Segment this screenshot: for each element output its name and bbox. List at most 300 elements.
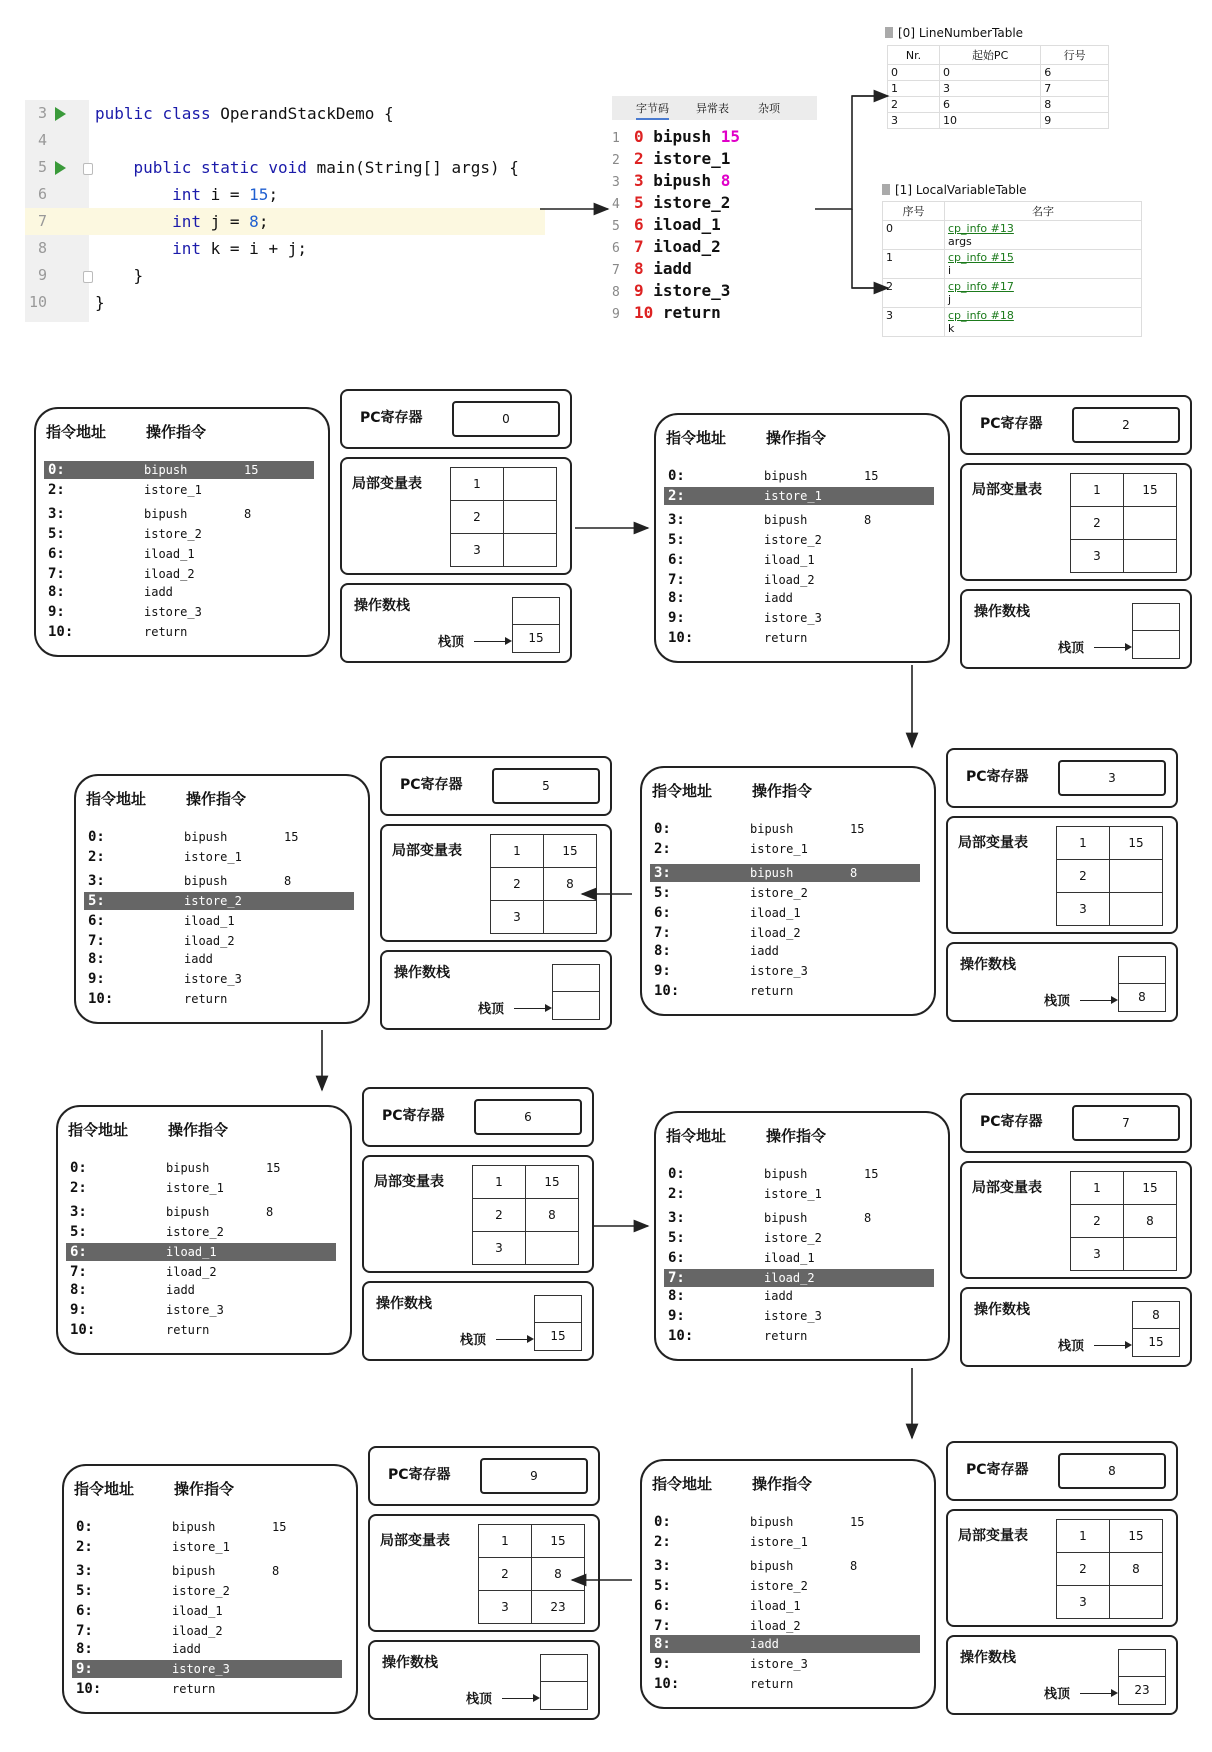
instruction-address: 10: bbox=[654, 1676, 680, 1692]
instruction-op-header: 操作指令 bbox=[752, 782, 813, 800]
table-header: Nr. bbox=[888, 46, 940, 65]
instruction-address-header: 指令地址 bbox=[652, 782, 713, 800]
instruction-address: 8: bbox=[654, 1636, 671, 1652]
instruction-opcode: istore_3 bbox=[750, 964, 808, 978]
stack-top-label: 栈顶 bbox=[1058, 1339, 1085, 1354]
instruction-opcode: istore_3 bbox=[172, 1662, 230, 1676]
instruction-address: 9: bbox=[654, 1656, 671, 1672]
table-header: 序号 bbox=[883, 202, 945, 221]
code-text[interactable]: } bbox=[133, 266, 144, 285]
pc-register-label: PC寄存器 bbox=[382, 1108, 445, 1124]
instruction-operand: 8 bbox=[244, 507, 252, 521]
slot-index: 2 bbox=[1057, 860, 1110, 893]
instruction-address: 10: bbox=[654, 983, 680, 999]
instruction-operand: 15 bbox=[284, 830, 299, 844]
cp-info-link[interactable]: cp_info #17 bbox=[948, 280, 1014, 293]
slot-index: 3 bbox=[479, 1591, 532, 1624]
slot-value: 23 bbox=[532, 1591, 585, 1624]
bytecode-opcode: istore_1 bbox=[643, 149, 731, 168]
operand-stack-label: 操作数栈 bbox=[974, 604, 1030, 620]
stack-top-label: 栈顶 bbox=[438, 635, 465, 650]
instruction-address: 7: bbox=[88, 933, 105, 949]
instruction-address-header: 指令地址 bbox=[666, 1127, 727, 1145]
pc-register-label: PC寄存器 bbox=[388, 1467, 451, 1483]
code-text[interactable]: } bbox=[95, 293, 105, 312]
instruction-opcode: iload_2 bbox=[750, 926, 801, 940]
slot-index: 3 bbox=[1071, 540, 1124, 573]
instruction-opcode: return bbox=[172, 1682, 216, 1696]
instruction-address: 9: bbox=[48, 604, 65, 620]
line-number: 10 bbox=[28, 293, 47, 311]
slot-value: 8 bbox=[1110, 1553, 1163, 1586]
instruction-address: 2: bbox=[654, 1534, 671, 1550]
instruction-opcode: istore_3 bbox=[166, 1303, 224, 1317]
bytecode-line-number: 9 bbox=[612, 307, 620, 322]
instruction-address: 10: bbox=[88, 991, 114, 1007]
instruction-op-header: 操作指令 bbox=[146, 423, 207, 441]
instruction-operand: 15 bbox=[244, 463, 259, 477]
instruction-address: 5: bbox=[48, 526, 65, 542]
line-number: 3 bbox=[37, 104, 47, 122]
operand-stack-label: 操作数栈 bbox=[394, 965, 450, 981]
instruction-address: 6: bbox=[48, 546, 65, 562]
table-cell: 10 bbox=[939, 113, 1040, 129]
instruction-opcode: iadd bbox=[764, 591, 793, 605]
instruction-operand: 15 bbox=[850, 822, 865, 836]
instruction-opcode: iload_1 bbox=[172, 1604, 223, 1618]
instruction-address: 6: bbox=[654, 905, 671, 921]
table-header: 起始PC bbox=[939, 46, 1040, 65]
code-text[interactable]: int j = 8; bbox=[172, 212, 269, 231]
pc-register-value: 5 bbox=[492, 768, 600, 804]
cp-info-link[interactable]: cp_info #13 bbox=[948, 222, 1014, 235]
slot-index: 3 bbox=[473, 1232, 526, 1265]
instruction-address: 7: bbox=[668, 572, 685, 588]
instruction-address: 0: bbox=[76, 1519, 93, 1535]
instruction-op-header: 操作指令 bbox=[766, 1127, 827, 1145]
instruction-address: 2: bbox=[668, 488, 685, 504]
instruction-address: 10: bbox=[668, 630, 694, 646]
line-number: 6 bbox=[37, 185, 47, 203]
instruction-opcode: bipush bbox=[144, 507, 188, 521]
instruction-opcode: iadd bbox=[172, 1642, 201, 1656]
instruction-opcode: istore_1 bbox=[184, 850, 242, 864]
bytecode-opcode: istore_3 bbox=[643, 281, 731, 300]
slot-index: 1 bbox=[491, 835, 544, 868]
instruction-opcode: istore_3 bbox=[184, 972, 242, 986]
line-number: 5 bbox=[37, 158, 47, 176]
instruction-opcode: iload_1 bbox=[144, 547, 195, 561]
instruction-operand: 15 bbox=[266, 1161, 281, 1175]
instruction-address: 10: bbox=[668, 1328, 694, 1344]
instruction-address: 10: bbox=[48, 624, 74, 640]
table-cell: 0 bbox=[883, 221, 945, 250]
bytecode-address: 7 bbox=[634, 237, 644, 256]
instruction-address: 2: bbox=[76, 1539, 93, 1555]
code-text[interactable]: int k = i + j; bbox=[172, 239, 308, 258]
instruction-op-header: 操作指令 bbox=[752, 1475, 813, 1493]
instruction-opcode: iload_1 bbox=[166, 1245, 217, 1259]
instruction-address: 2: bbox=[668, 1186, 685, 1202]
bytecode-line-number: 2 bbox=[612, 153, 620, 168]
bytecode-opcode: bipush bbox=[643, 171, 712, 190]
slot-index: 3 bbox=[1057, 1586, 1110, 1619]
instruction-opcode: iload_2 bbox=[764, 573, 815, 587]
instruction-operand: 8 bbox=[272, 1564, 280, 1578]
bytecode-line-number: 6 bbox=[612, 241, 620, 256]
instruction-opcode: iadd bbox=[764, 1289, 793, 1303]
operand-stack-label: 操作数栈 bbox=[354, 598, 410, 614]
instruction-opcode: istore_1 bbox=[750, 842, 808, 856]
instruction-opcode: bipush bbox=[172, 1520, 216, 1534]
instruction-opcode: istore_2 bbox=[166, 1225, 224, 1239]
instruction-address-header: 指令地址 bbox=[74, 1480, 135, 1498]
instruction-address-header: 指令地址 bbox=[46, 423, 107, 441]
bytecode-opcode: bipush bbox=[643, 127, 712, 146]
instruction-address: 6: bbox=[654, 1598, 671, 1614]
instruction-op-header: 操作指令 bbox=[766, 429, 827, 447]
instruction-address: 3: bbox=[88, 873, 105, 889]
table-cell: 9 bbox=[1041, 113, 1109, 129]
instruction-address: 0: bbox=[668, 1166, 685, 1182]
instruction-opcode: iload_1 bbox=[750, 906, 801, 920]
instruction-opcode: iload_2 bbox=[750, 1619, 801, 1633]
bytecode-address: 2 bbox=[634, 149, 644, 168]
operand-stack-label: 操作数栈 bbox=[960, 1650, 1016, 1666]
instruction-opcode: return bbox=[184, 992, 228, 1006]
instruction-address: 9: bbox=[668, 1308, 685, 1324]
instruction-address: 0: bbox=[88, 829, 105, 845]
instruction-opcode: return bbox=[166, 1323, 210, 1337]
instruction-address: 9: bbox=[76, 1661, 93, 1677]
table-cell: 1 bbox=[888, 81, 940, 97]
bytecode-opcode: istore_2 bbox=[643, 193, 731, 212]
slot-value: 15 bbox=[1124, 1172, 1177, 1205]
pc-register-label: PC寄存器 bbox=[966, 1462, 1029, 1478]
instruction-opcode: bipush bbox=[750, 1559, 794, 1573]
instruction-address: 5: bbox=[76, 1583, 93, 1599]
pc-register-value: 3 bbox=[1058, 760, 1166, 796]
code-text[interactable]: public static void main(String[] args) { bbox=[133, 158, 519, 177]
bytecode-line-number: 4 bbox=[612, 197, 620, 212]
instruction-address: 6: bbox=[88, 913, 105, 929]
instruction-opcode: istore_3 bbox=[764, 611, 822, 625]
bytecode-address: 5 bbox=[634, 193, 644, 212]
instruction-address: 3: bbox=[668, 512, 685, 528]
instruction-address: 0: bbox=[654, 821, 671, 837]
instruction-op-header: 操作指令 bbox=[186, 790, 247, 808]
bytecode-address: 9 bbox=[634, 281, 644, 300]
bytecode-line-number: 5 bbox=[612, 219, 620, 234]
variable-name: i bbox=[948, 264, 952, 277]
instruction-opcode: iload_1 bbox=[750, 1599, 801, 1613]
slot-index: 1 bbox=[451, 468, 504, 501]
pc-register-label: PC寄存器 bbox=[980, 416, 1043, 432]
slot-value: 15 bbox=[1124, 474, 1177, 507]
stack-slot: 8 bbox=[1118, 984, 1166, 1012]
instruction-address: 7: bbox=[76, 1623, 93, 1639]
local-variable-table-label: 局部变量表 bbox=[352, 476, 422, 492]
instruction-address: 7: bbox=[48, 566, 65, 582]
cp-info-link[interactable]: cp_info #18 bbox=[948, 309, 1014, 322]
instruction-address: 9: bbox=[654, 963, 671, 979]
bytecode-address: 8 bbox=[634, 259, 644, 278]
instruction-address-header: 指令地址 bbox=[652, 1475, 713, 1493]
table-cell: 3 bbox=[883, 308, 945, 337]
instruction-operand: 8 bbox=[284, 874, 292, 888]
instruction-opcode: bipush bbox=[764, 1167, 808, 1181]
instruction-opcode: istore_1 bbox=[764, 1187, 822, 1201]
instruction-address: 2: bbox=[88, 849, 105, 865]
instruction-address: 6: bbox=[668, 552, 685, 568]
tab-bytecode[interactable]: 字节码 bbox=[636, 100, 669, 120]
instruction-opcode: istore_2 bbox=[750, 886, 808, 900]
slot-value: 15 bbox=[1110, 1520, 1163, 1553]
slot-index: 2 bbox=[1057, 1553, 1110, 1586]
instruction-address: 3: bbox=[70, 1204, 87, 1220]
table-cell: 6 bbox=[939, 97, 1040, 113]
instruction-opcode: istore_2 bbox=[764, 1231, 822, 1245]
instruction-opcode: bipush bbox=[750, 866, 794, 880]
line-number: 4 bbox=[37, 131, 47, 149]
instruction-address: 6: bbox=[668, 1250, 685, 1266]
pc-register-value: 7 bbox=[1072, 1105, 1180, 1141]
instruction-address: 0: bbox=[668, 468, 685, 484]
slot-value: 15 bbox=[526, 1166, 579, 1199]
slot-index: 1 bbox=[479, 1525, 532, 1558]
table-cell: 6 bbox=[1041, 65, 1109, 81]
instruction-address: 3: bbox=[668, 1210, 685, 1226]
instruction-address: 9: bbox=[70, 1302, 87, 1318]
bytecode-operand: 15 bbox=[711, 127, 740, 146]
pc-register-label: PC寄存器 bbox=[966, 769, 1029, 785]
instruction-opcode: bipush bbox=[172, 1564, 216, 1578]
instruction-opcode: istore_1 bbox=[750, 1535, 808, 1549]
instruction-op-header: 操作指令 bbox=[168, 1121, 229, 1139]
line-number: 7 bbox=[37, 212, 47, 230]
slot-index: 1 bbox=[473, 1166, 526, 1199]
bytecode-opcode: return bbox=[653, 303, 721, 322]
code-text[interactable]: int i = 15; bbox=[172, 185, 279, 204]
table-header: 行号 bbox=[1041, 46, 1109, 65]
instruction-operand: 15 bbox=[850, 1515, 865, 1529]
bytecode-opcode: iload_2 bbox=[643, 237, 721, 256]
table-cell: 3 bbox=[939, 81, 1040, 97]
pc-register-value: 6 bbox=[474, 1099, 582, 1135]
slot-index: 2 bbox=[451, 501, 504, 534]
slot-index: 2 bbox=[1071, 1205, 1124, 1238]
table-cell: 2 bbox=[888, 97, 940, 113]
line-number: 9 bbox=[37, 266, 47, 284]
stack-top-label: 栈顶 bbox=[478, 1002, 505, 1017]
stack-slot: 23 bbox=[1118, 1677, 1166, 1705]
instruction-opcode: iadd bbox=[184, 952, 213, 966]
instruction-operand: 8 bbox=[850, 1559, 858, 1573]
instruction-opcode: istore_1 bbox=[144, 483, 202, 497]
slot-value: 8 bbox=[1124, 1205, 1177, 1238]
instruction-opcode: return bbox=[764, 1329, 808, 1343]
instruction-address: 0: bbox=[70, 1160, 87, 1176]
instruction-address: 8: bbox=[668, 1288, 685, 1304]
code-text[interactable]: public class OperandStackDemo { bbox=[95, 104, 394, 123]
slot-index: 1 bbox=[1057, 1520, 1110, 1553]
bytecode-opcode: iadd bbox=[643, 259, 692, 278]
slot-value: 8 bbox=[532, 1558, 585, 1591]
operand-stack-label: 操作数栈 bbox=[974, 1302, 1030, 1318]
table-cell: 2 bbox=[883, 279, 945, 308]
instruction-operand: 15 bbox=[864, 1167, 879, 1181]
pc-register-value: 2 bbox=[1072, 407, 1180, 443]
instruction-op-header: 操作指令 bbox=[174, 1480, 235, 1498]
instruction-opcode: iload_2 bbox=[172, 1624, 223, 1638]
bytecode-address: 10 bbox=[634, 303, 654, 322]
instruction-opcode: bipush bbox=[144, 463, 188, 477]
instruction-address: 8: bbox=[76, 1641, 93, 1657]
bytecode-line-number: 8 bbox=[612, 285, 620, 300]
instruction-address: 2: bbox=[48, 482, 65, 498]
instruction-address: 3: bbox=[48, 506, 65, 522]
cp-info-link[interactable]: cp_info #15 bbox=[948, 251, 1014, 264]
instruction-opcode: bipush bbox=[184, 874, 228, 888]
slot-value: 15 bbox=[544, 835, 597, 868]
instruction-address: 8: bbox=[668, 590, 685, 606]
instruction-opcode: bipush bbox=[750, 1515, 794, 1529]
instruction-address: 5: bbox=[70, 1224, 87, 1240]
stack-top-label: 栈顶 bbox=[1058, 641, 1085, 656]
instruction-opcode: iadd bbox=[750, 944, 779, 958]
instruction-opcode: iload_2 bbox=[166, 1265, 217, 1279]
instruction-opcode: istore_1 bbox=[172, 1540, 230, 1554]
stack-top-label: 栈顶 bbox=[460, 1333, 487, 1348]
slot-index: 2 bbox=[491, 868, 544, 901]
instruction-operand: 8 bbox=[864, 513, 872, 527]
instruction-address-header: 指令地址 bbox=[86, 790, 147, 808]
table-cell: 7 bbox=[1041, 81, 1109, 97]
bytecode-operand: 8 bbox=[711, 171, 731, 190]
instruction-opcode: iload_1 bbox=[764, 1251, 815, 1265]
instruction-opcode: istore_1 bbox=[764, 489, 822, 503]
instruction-address: 8: bbox=[88, 951, 105, 967]
local-variable-table-label: 局部变量表 bbox=[392, 843, 462, 859]
instruction-opcode: bipush bbox=[166, 1205, 210, 1219]
instruction-address: 6: bbox=[70, 1244, 87, 1260]
instruction-operand: 8 bbox=[266, 1205, 274, 1219]
bytecode-line-number: 7 bbox=[612, 263, 620, 278]
operand-stack-label: 操作数栈 bbox=[376, 1296, 432, 1312]
tab-exception-table[interactable]: 异常表 bbox=[696, 102, 729, 115]
bytecode-line-number: 1 bbox=[612, 131, 620, 146]
stack-top-label: 栈顶 bbox=[1044, 994, 1071, 1009]
variable-name: args bbox=[948, 235, 972, 248]
pc-register-value: 0 bbox=[452, 401, 560, 437]
slot-index: 2 bbox=[473, 1199, 526, 1232]
bytecode-line-number: 3 bbox=[612, 175, 620, 190]
variable-name: k bbox=[948, 322, 955, 335]
instruction-address: 5: bbox=[88, 893, 105, 909]
instruction-address: 8: bbox=[48, 584, 65, 600]
local-variable-table-title: [1] LocalVariableTable bbox=[895, 183, 1027, 197]
table-cell: 1 bbox=[883, 250, 945, 279]
tab-misc[interactable]: 杂项 bbox=[758, 102, 780, 115]
line-number: 8 bbox=[37, 239, 47, 257]
instruction-address: 7: bbox=[654, 925, 671, 941]
slot-value: 8 bbox=[526, 1199, 579, 1232]
table-cell: 3 bbox=[888, 113, 940, 129]
table-cell: 0 bbox=[939, 65, 1040, 81]
instruction-opcode: bipush bbox=[184, 830, 228, 844]
instruction-opcode: return bbox=[750, 1677, 794, 1691]
instruction-address: 7: bbox=[70, 1264, 87, 1280]
stack-top-label: 栈顶 bbox=[466, 1692, 493, 1707]
stack-slot: 8 bbox=[1132, 1301, 1180, 1329]
line-number-table-title: [0] LineNumberTable bbox=[898, 26, 1024, 40]
instruction-address: 2: bbox=[654, 841, 671, 857]
slot-index: 1 bbox=[1057, 827, 1110, 860]
instruction-opcode: istore_2 bbox=[144, 527, 202, 541]
stack-slot: 15 bbox=[512, 625, 560, 653]
instruction-opcode: bipush bbox=[166, 1161, 210, 1175]
instruction-opcode: istore_2 bbox=[764, 533, 822, 547]
instruction-opcode: iadd bbox=[144, 585, 173, 599]
slot-index: 1 bbox=[1071, 1172, 1124, 1205]
instruction-address: 3: bbox=[654, 865, 671, 881]
slot-index: 3 bbox=[1071, 1238, 1124, 1271]
instruction-operand: 8 bbox=[850, 866, 858, 880]
operand-stack-label: 操作数栈 bbox=[382, 1655, 438, 1671]
instruction-address: 0: bbox=[48, 462, 65, 478]
pc-register-label: PC寄存器 bbox=[980, 1114, 1043, 1130]
instruction-operand: 15 bbox=[864, 469, 879, 483]
instruction-address: 3: bbox=[654, 1558, 671, 1574]
slot-value: 15 bbox=[532, 1525, 585, 1558]
instruction-opcode: iload_1 bbox=[184, 914, 235, 928]
local-variable-table-label: 局部变量表 bbox=[972, 482, 1042, 498]
instruction-address: 5: bbox=[654, 1578, 671, 1594]
instruction-address: 8: bbox=[70, 1282, 87, 1298]
instruction-opcode: istore_2 bbox=[750, 1579, 808, 1593]
instruction-opcode: iload_2 bbox=[144, 567, 195, 581]
local-variable-table-label: 局部变量表 bbox=[958, 1528, 1028, 1544]
instruction-opcode: bipush bbox=[750, 822, 794, 836]
instruction-address-header: 指令地址 bbox=[666, 429, 727, 447]
instruction-operand: 15 bbox=[272, 1520, 287, 1534]
instruction-address: 5: bbox=[668, 1230, 685, 1246]
instruction-address: 10: bbox=[76, 1681, 102, 1697]
pc-register-label: PC寄存器 bbox=[360, 410, 423, 426]
operand-stack-label: 操作数栈 bbox=[960, 957, 1016, 973]
instruction-address: 9: bbox=[668, 610, 685, 626]
slot-index: 1 bbox=[1071, 474, 1124, 507]
local-variable-table-label: 局部变量表 bbox=[374, 1174, 444, 1190]
pc-register-label: PC寄存器 bbox=[400, 777, 463, 793]
slot-index: 2 bbox=[479, 1558, 532, 1591]
instruction-address: 7: bbox=[668, 1270, 685, 1286]
instruction-opcode: bipush bbox=[764, 1211, 808, 1225]
instruction-opcode: istore_3 bbox=[764, 1309, 822, 1323]
stack-slot: 15 bbox=[534, 1323, 582, 1351]
instruction-opcode: istore_2 bbox=[172, 1584, 230, 1598]
instruction-address: 2: bbox=[70, 1180, 87, 1196]
local-variable-table-label: 局部变量表 bbox=[380, 1533, 450, 1549]
instruction-opcode: bipush bbox=[764, 513, 808, 527]
slot-value: 8 bbox=[544, 868, 597, 901]
instruction-opcode: iadd bbox=[750, 1637, 779, 1651]
bytecode-address: 0 bbox=[634, 127, 644, 146]
stack-top-label: 栈顶 bbox=[1044, 1687, 1071, 1702]
instruction-opcode: return bbox=[750, 984, 794, 998]
instruction-opcode: istore_2 bbox=[184, 894, 242, 908]
bytecode-address: 6 bbox=[634, 215, 644, 234]
